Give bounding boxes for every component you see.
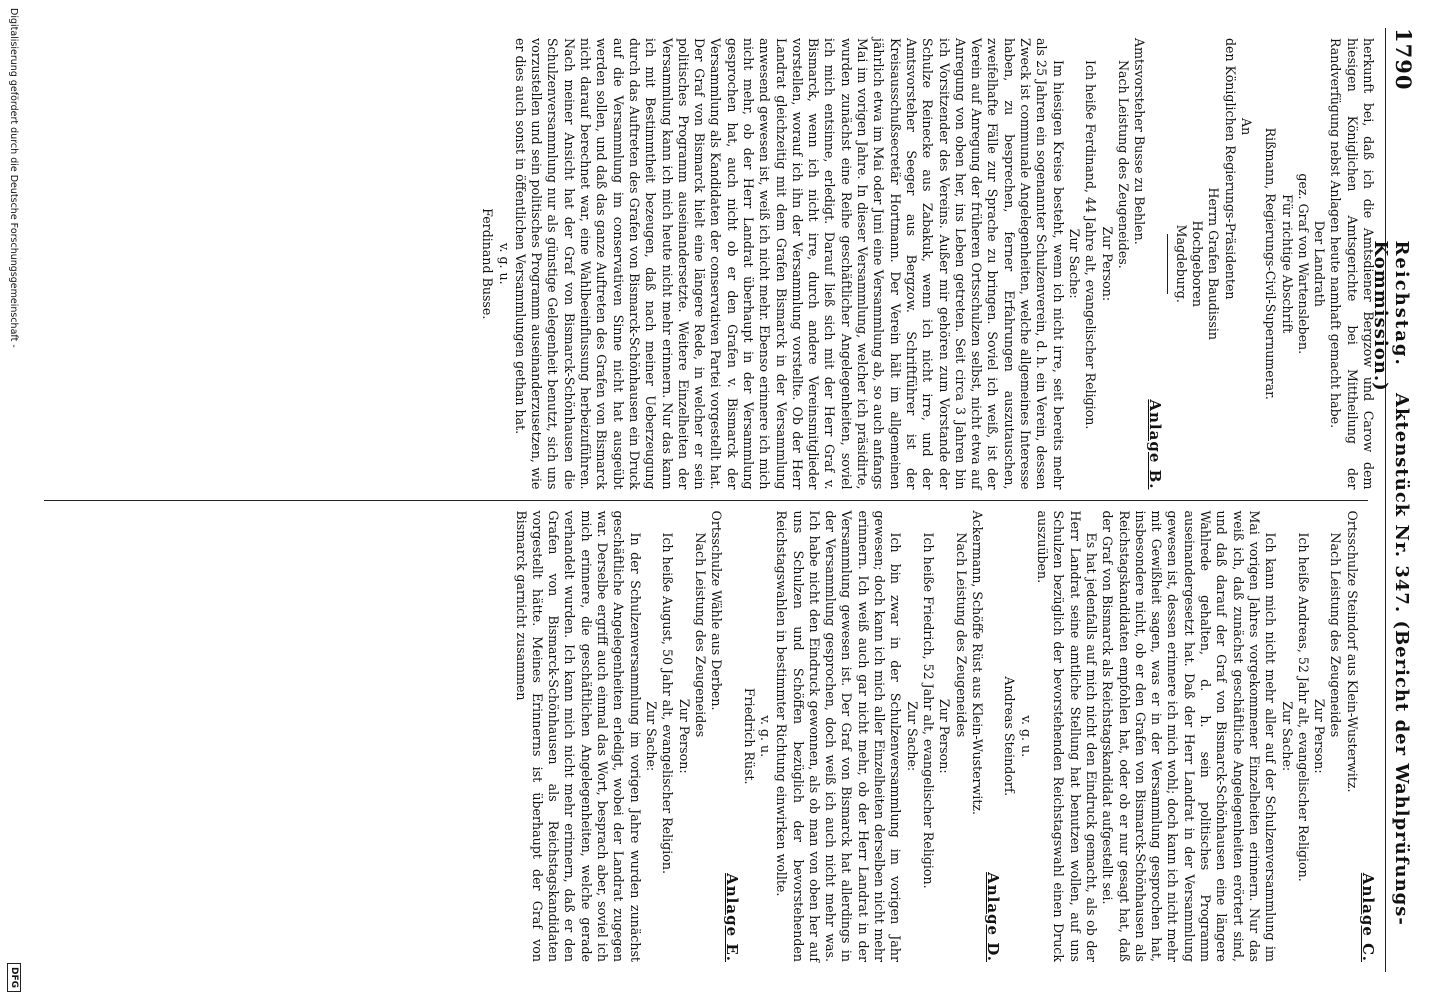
- signature-role: Der Landrath: [1312, 220, 1328, 307]
- anlage-c-oath: Nach Leistung des Zeugeneides: [1328, 532, 1344, 738]
- right-column: [36, 501, 1376, 973]
- anlage-e-title: Ortsschulze Wähle aus Derben.: [709, 510, 725, 711]
- anlage-e-person-heading: Zur Person:: [676, 698, 692, 774]
- anlage-c-signature: Andreas Steindorf.: [1002, 676, 1018, 797]
- digitization-credit: [6, 8, 22, 992]
- anlage-c-person-text: Ich heiße Andreas, 52 Jahr alt, evangelischer Religion.: [1295, 532, 1311, 882]
- anlage-e-person-text: Ich heiße August, 50 Jahr alt, evangelischer Religion.: [660, 532, 676, 874]
- anlage-d-testimony: Ich bin zwar in der Schulzenversammlung im vorigen Jahr gewesen; doch kann ich mich aller Einzelheiten derselben nicht mehr erinnern. Ich weiß auch gar nicht mehr, ob der Herr Landrat in der Versammlung gewesen ist. Der Graf von Bismarck hat allerdings in der Versammlung gesprochen, doch weiß ich auch nicht mehr was. Ich habe nicht den Eindruck gewonnen, als ob man von oben her auf uns Schulzen und Schöffen bezüglich der bevorstehenden Reichstagswahlen in bestimmter Richtung einwirken wollte.: [774, 510, 904, 962]
- anlage-c-person-heading: Zur Person:: [1312, 698, 1328, 774]
- address-line-2: Herrn Grafen Baudissin: [1206, 187, 1222, 340]
- anlage-b-oath: Nach Leistung des Zeugeneides.: [1115, 60, 1131, 269]
- anlage-b-person-text: Ich heiße Ferdinand, 44 Jahre alt, evangelischer Religion.: [1083, 60, 1099, 430]
- anlage-c-title: Ortsschulze Steindorf aus Klein-Wusterwitz.: [1344, 510, 1360, 793]
- anlage-e-sache-heading: Zur Sache:: [643, 701, 659, 772]
- anlage-b-person-heading: Zur Person:: [1099, 226, 1115, 302]
- anlage-d-person-text: Ich heiße Friedrich, 52 Jahr alt, evangelischer Religion.: [920, 532, 936, 889]
- address-an: An: [1238, 118, 1254, 136]
- anlage-d-signature: Friedrich Rüst.: [741, 687, 757, 785]
- address-line-4: Magdeburg.: [1173, 224, 1189, 303]
- anlage-d-heading: Anlage D.: [984, 872, 1003, 962]
- signature-name: gez. Graf von Wartensleben.: [1295, 173, 1311, 355]
- anlage-b-testimony: Im hiesigen Kreise besteht, wenn ich nicht irre, seit bereits mehr als 25 Jahren ein sogenannter Schulzenverein, d. h. ein Verein, dessen Zweck ist communale Angelegenheiten, welche allgemeines Interesse haben, zu besprechen, ferner Erfahrungen auszutauschen, zweifelhafte Fälle zur Sprache zu bringen. Soviel ich weiß, ist der Verein auf Anregung der früheren Ortsschulzen selbst, nicht etwa auf Anregung von oben her, ins Leben getreten. Seit circa 3 Jahren bin ich Vorsitzender des Vereins. Außer mir gehören zum Vorstande der Schulze Reinecke aus Zabakuk, wenn ich nicht irre, und der Amtsvorsteher Seeger aus Bergzow. Schriftführer ist der Kreisausschußsecretär Hortmann. Der Verein hält im allgemeinen jährlich etwa im Mai oder Juni eine Versammlung ab, so auch anfangs Mai im vorigen Jahre. In dieser Versammlung, welcher ich präsidirte, wurden zunächst eine Reihe geschäftlicher Angelegenheiten, soviel ich mich entsinne, erledigt. Darauf ließ sich mit der Herr Graf v. Bismarck, wenn ich nicht irre, durch andere Vereinsmitglieder vorstellen, worauf ich ihn der Versammlung vorstellte. Ob der Herr Landrat gleichzeitig mit dem Grafen Bismarck in der Versammlung anwesend gewesen ist, weiß ich nicht mehr. Ebenso erinnere ich mich nicht mehr, ob der Herr Landrat überhaupt in der Versammlung gesprochen hat, auch nicht ob er den Grafen v. Bismarck der Versammlung als Kandidaten der conservativen Partei vorgestellt hat. Der Graf von Bismarck hielt eine längere Rede, in welcher er sein politisches Programm auseinandersetzte. Weitere Einzelheiten der Versammlung kann ich mich heute nicht mehr erinnern. Nur das kann ich mit Bestimmtheit bezeugen, daß nach meiner Ueberzeugung durch das Auftreten des Grafen von Bismarck-Schönhausen ein Druck auf die Versammlung im conservativen Sinne nicht hat ausgeübt werden sollen, und daß das ganze Auftreten des Grafen von Bismarck nicht darauf berechnet war, eine Wahlbeeinflussung herbeizuführen. Nach meiner Ansicht hat der Graf von Bismarck-Schönhausen die Schulzenversammlung nur als günstige Gelegenheit benutzt, sich uns vorzustellen und sein politisches Programm auseinanderzusetzen, wie er dies auch sonst in öffentlichen Versammlungen gethan hat.: [512, 38, 1066, 490]
- anlage-e-testimony: In der Schulzenversammlung im vorigen Jahre wurden zunächst geschäftliche Angelegenheiten erledigt, wobei der Landrat zugegen war. Derselbe ergriff auch einmal das Wort, besprach aber, soviel ich mich erinnere, die geschäftlichen Angelegenheiten, welche gerade verhandelt wurden. Ich kann mich nicht mehr erinnern, daß er den Grafen von Bismarck-Schönhausen als Reichstagskandidaten vorgestellt hätte. Meines Erinnerns ist überhaupt der Graf von Bismarck garnicht zusammen: [513, 510, 643, 962]
- anlage-e-heading: Anlage E.: [723, 873, 742, 962]
- text-columns: [36, 28, 1376, 972]
- left-column: [36, 28, 1376, 500]
- anlage-c-heading: Anlage C.: [1359, 872, 1377, 962]
- section-rule: [1167, 234, 1168, 294]
- anlage-d-vgu: v. g. u.: [758, 715, 774, 758]
- dfg-logo-icon: DFG: [7, 963, 21, 992]
- anlage-d-oath: Nach Leistung des Zeugeneides: [953, 532, 969, 738]
- anlage-b-vgu: v. g. u.: [496, 242, 512, 285]
- credit-text: Digitalisierung gefördert durch die Deutsche Forschungsgemeinschaft -: [8, 8, 20, 348]
- anlage-c-testimony-2: Es hat jedenfalls auf mich nicht den Eindruck gemacht, als ob der Herr Landrat seine amtliche Stellung hat benutzen wollen, auf uns Schulzen bezüglich der bevorstehenden Reichstagswahl einen Druck auszuüben.: [1035, 510, 1099, 962]
- anlage-c-sache-heading: Zur Sache:: [1279, 701, 1295, 772]
- anlage-d-title: Ackermann, Schöffe Rüst aus Klein-Wusterwitz.: [969, 510, 985, 816]
- certifier-name: Rißmann, Regierungs-Civil-Supernumerar.: [1263, 127, 1279, 400]
- running-title-sub: Aktenstück Nr. 347. (Bericht der Wahlprüfungs-Kommission.): [1370, 240, 1412, 926]
- running-title-main: Reichstag.: [1391, 240, 1412, 367]
- page-number: 1790: [1391, 28, 1416, 91]
- anlage-d-sache-heading: Zur Sache:: [904, 701, 920, 772]
- address-line-3: Hochgeboren: [1190, 220, 1206, 307]
- anlage-b-title: Amtsvorsteher Busse zu Behlen.: [1132, 38, 1148, 245]
- opening-paragraph: herkunft bei, daß ich die Amtsdiener Bergzow und Carow dem hiesigen Königlichen Amtsgerichte bei Mittheilung der Randverfügung nebst Anlagen heute namhaft gemacht habe.: [1328, 38, 1376, 490]
- page-header: [1370, 28, 1416, 972]
- anlage-c-testimony-1: Ich kann mich nicht mehr aller auf der Schulzenversammlung im Mai vorigen Jahres vorgekommener Einzelheiten erinnern. Nur das weiß ich, daß zunächst geschäftliche Angelegenheiten erörtert sind, und daß darauf der Graf von Bismarck-Schönhausen eine längere Wahlrede gehalten, d. h. sein politisches Programm auseinandergesetzt hat. Daß der Herr Landrat in der Versammlung gewesen ist, dessen erinnere ich mich wohl; doch kann ich nicht mehr mit Gewißheit sagen, was er in der Versammlung gesprochen hat, insbesondere nicht, ob er den Grafen von Bismarck-Schönhausen als Reichstagskandidaten empfohlen hat, oder ob er nur gesagt hat, daß der Graf von Bismarck als Reichstagskandidat aufgestellt sei.: [1100, 510, 1279, 962]
- running-title: [1370, 240, 1412, 972]
- address-line-1: den Königlichen Regierungs-Präsidenten: [1222, 38, 1238, 300]
- anlage-d-person-heading: Zur Person:: [937, 698, 953, 774]
- anlage-b-signature: Ferdinand Busse.: [480, 208, 496, 320]
- anlage-c-vgu: v. g. u.: [1018, 715, 1034, 758]
- anlage-e-oath: Nach Leistung des Zeugeneides: [692, 532, 708, 738]
- anlage-b-heading: Anlage B.: [1146, 399, 1165, 490]
- certification-note: Für richtige Abschrift: [1279, 194, 1295, 334]
- anlage-b-sache-heading: Zur Sache:: [1066, 228, 1082, 299]
